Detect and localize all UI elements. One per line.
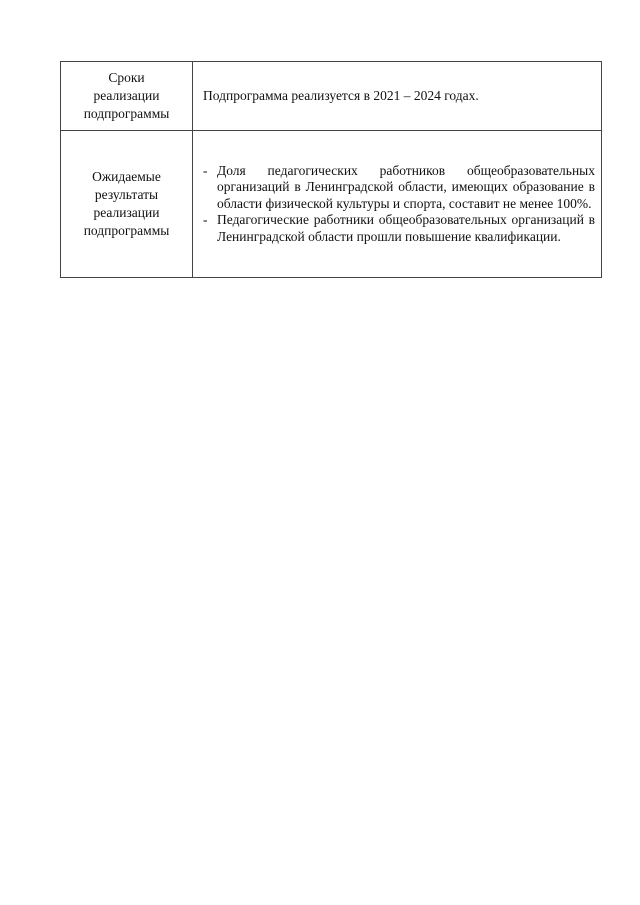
list-item bbox=[203, 212, 595, 245]
bullet-dash: - bbox=[203, 162, 208, 178]
table-row bbox=[61, 62, 602, 131]
table-row bbox=[61, 131, 602, 278]
row-label-cell bbox=[61, 131, 193, 278]
expected-results-label: Ожидаемые результаты реализации подпрограммы bbox=[83, 169, 170, 238]
implementation-period-label: Сроки реализации подпрограммы bbox=[83, 70, 170, 121]
row-label-cell bbox=[61, 62, 193, 131]
result-item-text: Педагогические работники общеобразовательных организаций в Ленинградской области прошли повышение квалификации. bbox=[217, 212, 595, 244]
result-item-text: Доля педагогических работников общеобразовательных организаций в Ленинградской области, имеющих образование в области физической культуры и спорта, составит не менее 100%. bbox=[217, 162, 595, 211]
row-value-cell bbox=[193, 131, 602, 278]
row-value-cell bbox=[193, 62, 602, 131]
list-item bbox=[203, 163, 595, 213]
expected-results-list bbox=[203, 163, 595, 246]
bullet-dash: - bbox=[203, 212, 208, 228]
subprogram-passport-table bbox=[60, 61, 602, 278]
implementation-period-value: Подпрограмма реализуется в 2021 – 2024 годах. bbox=[203, 88, 479, 103]
